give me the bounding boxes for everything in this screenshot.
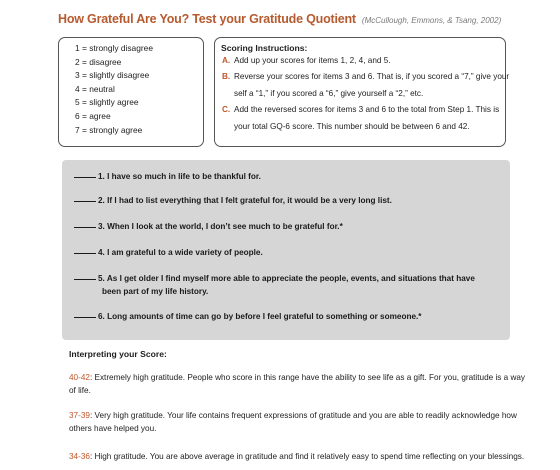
scale-item: 3 = slightly disagree <box>75 70 150 81</box>
item-number: 5. <box>98 274 105 283</box>
step-letter: B. <box>222 72 231 82</box>
scoring-step-b <box>219 71 510 100</box>
title-row <box>58 10 501 28</box>
answer-blank[interactable] <box>74 177 96 178</box>
interpretation-text: : Very high gratitude. Your life contains frequent expressions of gratitude and you are able to readily acknowledge how <box>89 411 517 420</box>
score-range: 37-39 <box>69 411 90 420</box>
answer-blank[interactable] <box>74 201 96 202</box>
questionnaire-item <box>74 171 261 184</box>
item-number: 1. <box>98 172 105 181</box>
scale-item: 5 = slightly agree <box>75 97 139 108</box>
answer-blank[interactable] <box>74 227 96 228</box>
item-number: 4. <box>98 248 105 257</box>
item-text: As I get older I find myself more able to appreciate the people, events, and situations that have <box>106 274 475 283</box>
item-text: If I had to list everything that I felt grateful for, it would be a very long list. <box>107 196 392 205</box>
step-letter: C. <box>222 105 231 115</box>
scoring-heading: Scoring Instructions: <box>221 43 308 53</box>
answer-blank[interactable] <box>74 253 96 254</box>
questionnaire-item <box>74 311 421 324</box>
interpretation-text: : Extremely high gratitude. People who score in this range have the ability to see life as a gift. For you, gratitude is a way <box>89 373 526 382</box>
answer-blank[interactable] <box>74 317 96 318</box>
step-text: Reverse your scores for items 3 and 6. That is, if you scored a “7,” give your <box>234 72 510 82</box>
interpretation-entry <box>69 410 517 435</box>
interpretation-entry <box>69 451 524 464</box>
step-letter: A. <box>222 56 231 65</box>
questionnaire-items-panel <box>62 160 510 340</box>
item-text: I am grateful to a wide variety of people. <box>107 248 263 257</box>
page-title: How Grateful Are You? Test your Gratitude Quotient <box>58 12 356 26</box>
item-text: I have so much in life to be thankful for. <box>107 172 261 181</box>
step-text: self a “1,” if you scored a “6,” give yourself a “2,” etc. <box>234 88 424 98</box>
scale-item: 6 = agree <box>75 110 111 121</box>
interpretation-text: of life. <box>69 385 91 395</box>
step-text: your total GQ-6 score. This number should be between 6 and 42. <box>234 121 470 131</box>
item-text: been part of my life history. <box>102 286 209 296</box>
scale-item: 4 = neutral <box>75 83 115 94</box>
step-text: Add the reversed scores for items 3 and 6 to the total from Step 1. This is <box>234 105 500 115</box>
scoring-instructions-box <box>214 37 510 147</box>
scoring-step-c <box>219 104 499 133</box>
item-number: 3. <box>98 222 105 231</box>
questionnaire-item <box>74 273 475 298</box>
scoring-step-a <box>219 55 499 67</box>
score-range: 40-42 <box>69 373 90 382</box>
scale-item: 1 = strongly disagree <box>75 43 153 53</box>
interpretation-entry <box>69 372 525 397</box>
scale-item: 2 = disagree <box>75 56 122 67</box>
citation: (McCullough, Emmons, & Tsang, 2002) <box>361 16 502 25</box>
scale-item: 7 = strongly agree <box>75 124 143 135</box>
rating-scale-box <box>58 37 204 147</box>
answer-blank[interactable] <box>74 279 96 280</box>
questionnaire-item <box>74 195 392 208</box>
score-range: 34-36 <box>69 452 90 461</box>
questionnaire-item <box>74 221 343 234</box>
step-text: Add up your scores for items 1, 2, 4, and 5. <box>234 56 391 65</box>
item-text: Long amounts of time can go by before I feel grateful to something or someone.* <box>107 312 422 321</box>
questionnaire-item <box>74 247 263 260</box>
item-number: 6. <box>98 312 105 321</box>
interpretation-text: others have helped you. <box>69 423 157 433</box>
item-text: When I look at the world, I don’t see much to be grateful for.* <box>107 222 343 231</box>
item-number: 2. <box>98 196 105 205</box>
interpretation-text: : High gratitude. You are above average in gratitude and find it relatively easy to spend time reflecting on your blessings. <box>89 452 525 461</box>
interpretation-heading: Interpreting your Score: <box>69 349 167 359</box>
